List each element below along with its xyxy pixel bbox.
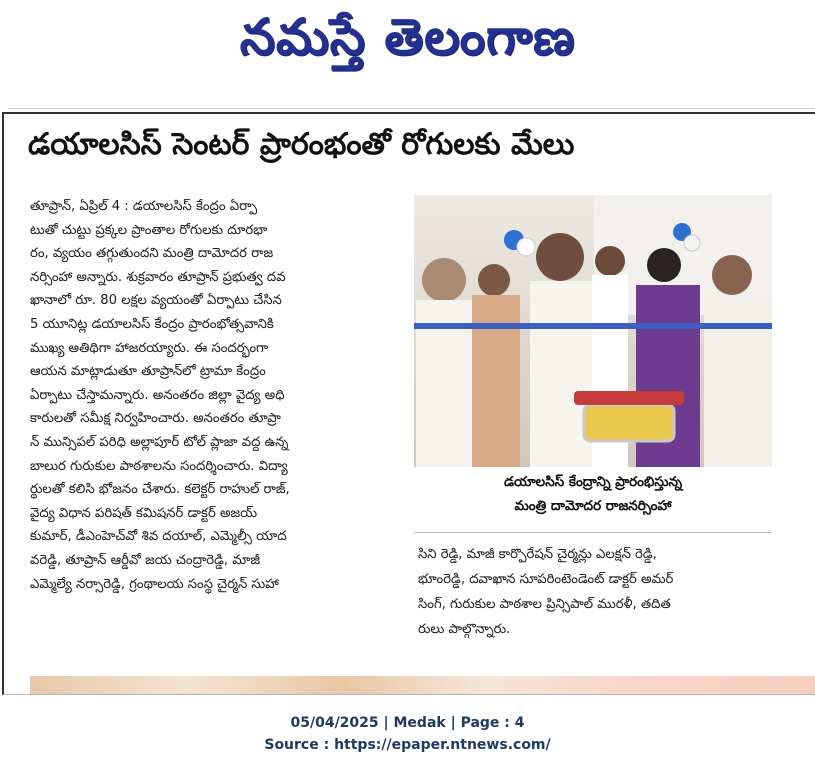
article-body-line: కారులతో సమీక్ష నిర్వహించారు. అనంతరం తూప్రా: [30, 411, 281, 427]
source-link[interactable]: Source : https://epaper.ntnews.com/: [264, 737, 551, 753]
article-continuation-line: భూంరెడ్డి, దవాఖాన సూపరింటెండెంట్ డాక్టర్ అమర్: [418, 572, 674, 587]
header-divider: [8, 108, 815, 109]
article-body-line: న్ మున్సిపల్ పరిధి అల్లాపూర్ టోల్ ప్లాజా వద్ద ఉన్న: [30, 434, 289, 450]
next-article-image-strip: [30, 676, 815, 694]
article-body-line: రం, వ్యయం తగ్గుతుందని మంత్రి దామోదర రాజ: [30, 246, 274, 262]
article-continuation-line: సింగ్, గురుకుల పాఠశాల ప్రిన్సిపాల్ మురళీ, తదిత: [418, 597, 671, 612]
photo-caption-line: మంత్రి దామోదర రాజనర్సింహా: [514, 498, 672, 514]
photo-caption-line: డయాలసిస్ కేంద్రాన్ని ప్రారంభిస్తున్న: [503, 474, 682, 490]
article-body-line: ఆయన మాట్లాడుతూ తూప్రాన్‌లో ట్రామా కేంద్రం: [30, 364, 266, 380]
article-body-line: టుతో చుట్టు ప్రక్కల ప్రాంతాల రోగులకు దూరభా: [30, 222, 268, 238]
article-body-line: నర్సింహా అన్నారు. శుక్రవారం తూప్రాన్ ప్రభుత్వ దవ: [30, 269, 286, 285]
article-body-line: ముఖ్య అతిథిగా హాజరయ్యారు. ఈ సందర్భంగా: [30, 340, 269, 356]
photo-caption: [414, 470, 772, 532]
article-body-line: వైద్య విధాన పరిషత్ కమిషనర్ డాక్టర్ అజయ్: [30, 505, 258, 521]
article-body-line: ఖానాలో రూ. 80 లక్షల వ్యయంతో ఏర్పాటు చేసిన: [30, 293, 282, 309]
article-headline: డయాలసిస్ సెంటర్ ప్రారంభంతో రోగులకు మేలు: [28, 127, 575, 162]
article-continuation-column: [418, 542, 778, 642]
article-body-line: ఎమ్మెల్యే నర్సారెడ్డి, గ్రంథాలయ సంస్థ చైర్మన్ సుహా: [30, 576, 279, 592]
article-body-line: బాలుర గురుకుల పాఠశాలను సందర్శించారు. విద్యా: [30, 458, 288, 474]
masthead: [0, 0, 815, 108]
edition-info: 05/04/2025 | Medak | Page : 4: [290, 715, 525, 731]
article-continuation-line: రులు పాల్గొన్నారు.: [418, 622, 511, 637]
article-photo: [414, 195, 772, 467]
article-body-line: 5 యూనిట్ల డయాలసిస్ కేంద్రం ప్రారంభోత్సవానికి: [30, 316, 274, 332]
article-body-column: [30, 195, 406, 596]
article-continuation-line: సిని రెడ్డి, మాజీ కార్పొరేషన్ చైర్మన్లు ఎలక్షన్ రెడ్డి,: [418, 547, 657, 562]
article-body-line: తూప్రాన్, ఏప్రిల్ 4 : డయాలసిస్ కేంద్రం ఏర్పా: [30, 199, 258, 214]
ribbon-cutting-photo: [414, 195, 772, 467]
article-body-line: ఏర్పాటు చేస్తామన్నారు. అనంతరం జిల్లా వైద్య అధి: [30, 387, 285, 403]
newspaper-logo: నమస్తే తెలంగాణ: [239, 8, 576, 66]
caption-divider: [414, 532, 772, 533]
article-body-line: ర్థులతో కలిసి భోజనం చేశారు. కలెక్టర్ రాహుల్ రాజ్,: [30, 482, 290, 498]
article-body-line: కుమార్, డీఎంహెచ్‌వో శివ దయాల్, ఎమ్మెల్సీ యాద: [30, 529, 287, 545]
article-body-line: వరెడ్డి, తూప్రాన్ ఆర్డీవో జయ చంద్రారెడ్డి, మాజీ: [30, 552, 261, 568]
page-footer: [0, 712, 815, 756]
